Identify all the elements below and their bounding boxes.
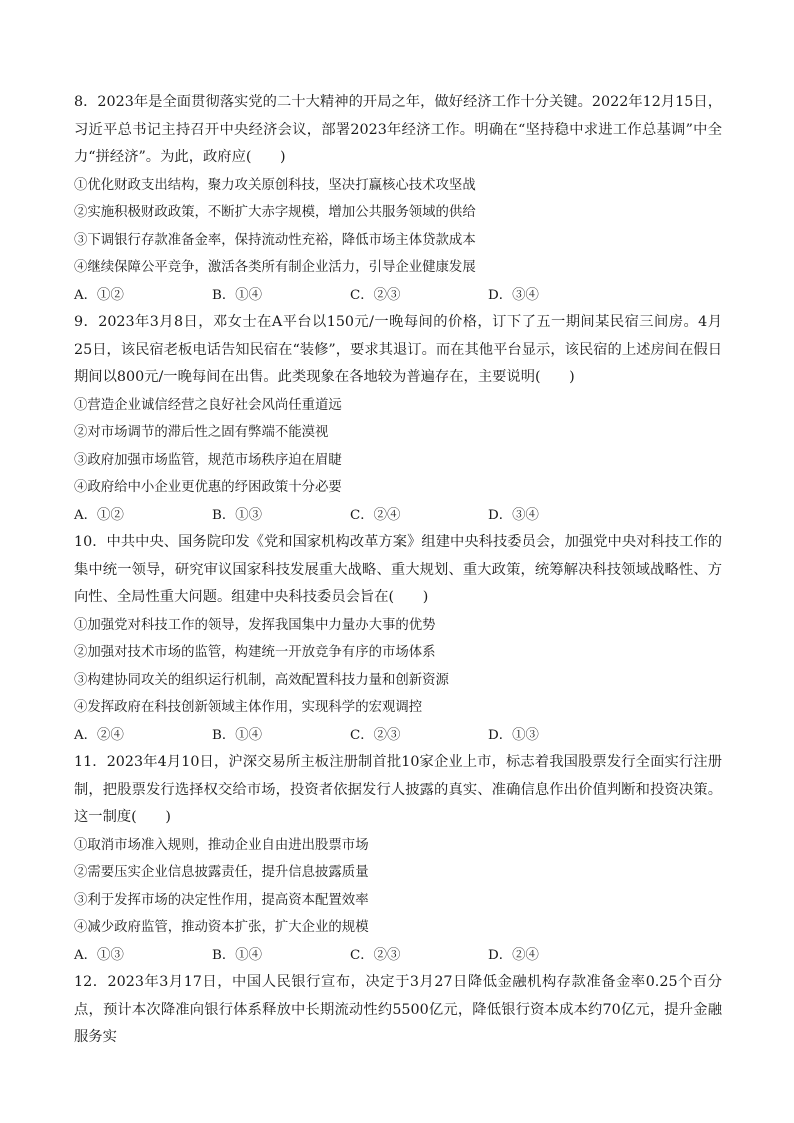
choice-d: D．③④ xyxy=(488,507,539,523)
option-2: ②需要压实企业信息披露责任，提升信息披露质量 xyxy=(74,865,369,880)
choice-a: A．①② xyxy=(74,507,124,523)
option-2: ②加强对技术市场的监管，构建统一开放竞争有序的市场体系 xyxy=(74,645,436,660)
choice-d: D．②④ xyxy=(488,947,539,963)
answer-choices xyxy=(74,942,722,970)
option-1: ①优化财政支出结构，聚力攻关原创科技，坚决打赢核心技术攻坚战 xyxy=(74,177,476,193)
question-stem: 9．2023年3月8日，邓女士在A平台以150元/一晚每间的价格，订下了五一期间某民宿三间房。4月25日，该民宿老板电话告知民宿在“装修”，要求其退订。而在其他平台显示，该民宿的上述房间在假日期间以800元/一晚每间在出售。此类现象在各地较为普遍存在，主要说明( ) xyxy=(74,314,722,385)
option-3: ③构建协同攻关的组织运行机制，高效配置科技力量和创新资源 xyxy=(74,672,449,688)
choice-b: B．①④ xyxy=(212,947,263,963)
choice-c: C．②③ xyxy=(350,287,401,303)
choice-a: A．②④ xyxy=(74,727,124,743)
answer-choices xyxy=(74,722,722,750)
option-4: ④减少政府监管，推动资本扩张，扩大企业的规模 xyxy=(74,920,369,935)
option-4: ④继续保障公平竞争，激活各类所有制企业活力，引导企业健康发展 xyxy=(74,260,476,275)
question-12 xyxy=(74,969,722,1052)
option-4: ④政府给中小企业更优惠的纾困政策十分必要 xyxy=(74,480,342,495)
choice-b: B．①③ xyxy=(212,507,263,523)
option-3: ③政府加强市场监管，规范市场秩序迫在眉睫 xyxy=(74,452,342,468)
question-11 xyxy=(74,749,722,969)
question-8 xyxy=(74,89,722,309)
answer-choices xyxy=(74,282,722,310)
question-10 xyxy=(74,529,722,749)
option-1: ①营造企业诚信经营之良好社会风尚任重道远 xyxy=(74,397,342,413)
option-3: ③下调银行存款准备金率，保持流动性充裕，降低市场主体贷款成本 xyxy=(74,232,476,248)
question-stem: 8．2023年是全面贯彻落实党的二十大精神的开局之年，做好经济工作十分关键。2022年12月15日，习近平总书记主持召开中央经济会议，部署2023年经济工作。明确在“坚持稳中求进工作总基调”中全力“拼经济”。为此，政府应( ) xyxy=(74,94,722,165)
choice-a: A．①③ xyxy=(74,947,124,963)
question-stem: 12．2023年3月17日，中国人民银行宣布，决定于3月27日降低金融机构存款准备金率0.25个百分点，预计本次降准向银行体系释放中长期流动性约5500亿元，降低银行资本成本约70亿元，提升金融服务实 xyxy=(74,974,722,1045)
choice-a: A．①② xyxy=(74,287,124,303)
choice-b: B．①④ xyxy=(212,287,263,303)
choice-b: B．①④ xyxy=(212,727,263,743)
answer-choices xyxy=(74,502,722,530)
choice-c: C．②③ xyxy=(350,947,401,963)
choice-d: D．③④ xyxy=(488,287,539,303)
option-3: ③利于发挥市场的决定性作用，提高资本配置效率 xyxy=(74,892,369,908)
exam-page xyxy=(74,89,722,1052)
option-4: ④发挥政府在科技创新领域主体作用，实现科学的宏观调控 xyxy=(74,700,423,715)
question-stem: 11．2023年4月10日，沪深交易所主板注册制首批10家企业上市，标志着我国股票发行全面实行注册制，把股票发行选择权交给市场，投资者依据发行人披露的真实、准确信息作出价值判断和投资决策。这一制度( ) xyxy=(74,754,722,825)
option-2: ②实施积极财政政策，不断扩大赤字规模，增加公共服务领域的供给 xyxy=(74,205,476,220)
choice-c: C．②③ xyxy=(350,727,401,743)
choice-d: D．①③ xyxy=(488,727,539,743)
question-stem: 10．中共中央、国务院印发《党和国家机构改革方案》组建中央科技委员会，加强党中央对科技工作的集中统一领导，研究审议国家科技发展重大战略、重大规划、重大政策，统筹解决科技领域战略性、方向性、全局性重大问题。组建中央科技委员会旨在( ) xyxy=(74,534,722,605)
option-2: ②对市场调节的滞后性之固有弊端不能漠视 xyxy=(74,425,329,440)
option-1: ①取消市场准入规则，推动企业自由进出股票市场 xyxy=(74,837,369,853)
question-9 xyxy=(74,309,722,529)
choice-c: C．②④ xyxy=(350,507,401,523)
option-1: ①加强党对科技工作的领导，发挥我国集中力量办大事的优势 xyxy=(74,617,436,633)
